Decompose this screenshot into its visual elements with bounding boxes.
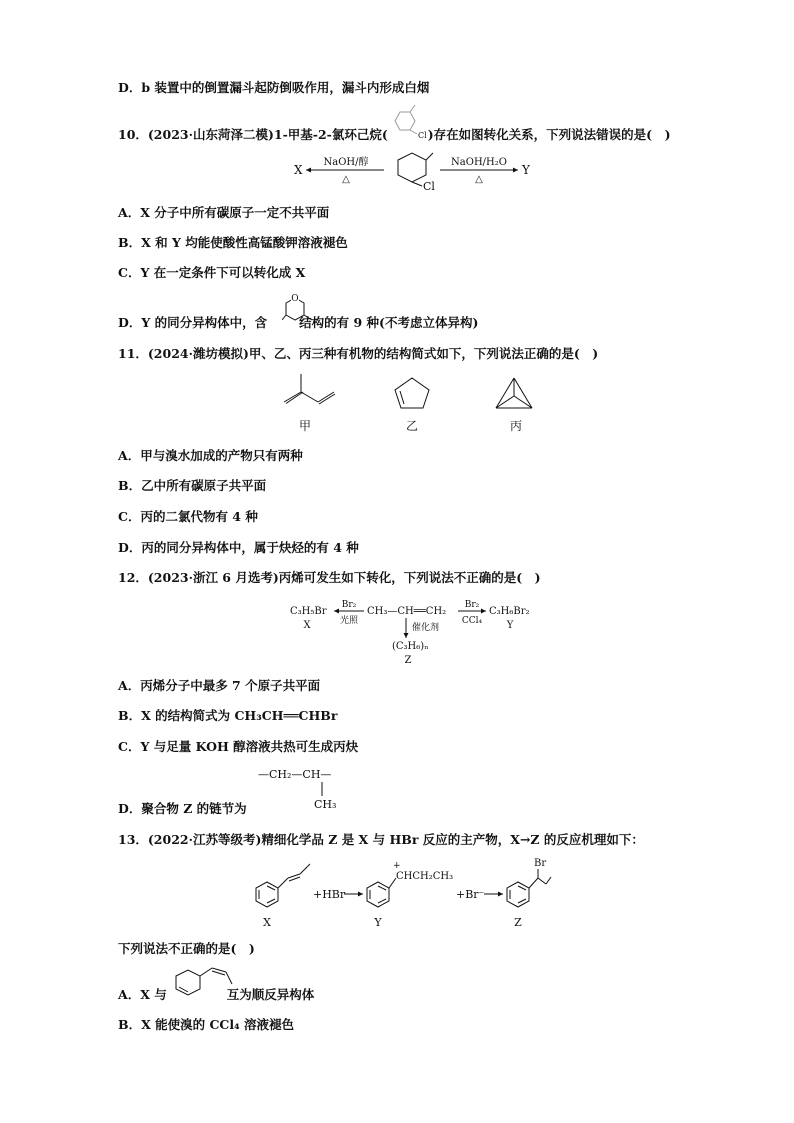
q11-stem: 11．(2024·潍坊模拟)甲、乙、丙三种有机物的结构简式如下，下列说法正确的是( ) (118, 346, 599, 361)
q11-label-bing: 丙 (509, 419, 523, 433)
q13-sub-stem: 下列说法不正确的是( ) (118, 941, 255, 956)
q11-structure-jia (284, 374, 335, 404)
q13-structure-y (367, 878, 396, 907)
q12-right-reagent: Br₂ (464, 600, 480, 610)
q13-cation: CHCH₂CH₃ (396, 871, 454, 882)
q10-stem-a: 10．(2023·山东菏泽二模)1-甲基-2-氯环己烷( (118, 127, 388, 142)
q11-label-jia: 甲 (298, 419, 312, 433)
q10-option-d-a: D．Y 的同分异构体中，含 (118, 315, 268, 330)
q12-x-formula: C₃H₅Br (290, 606, 327, 617)
q13-option-b: B．X 能使溴的 CCl₄ 溶液褪色 (118, 1017, 294, 1032)
q13-br: Br (534, 858, 547, 869)
q12-chain-unit (256, 764, 366, 810)
q12-y-formula: C₃H₆Br₂ (489, 606, 530, 617)
q12-option-a: A．丙烯分子中最多 7 个原子共平面 (118, 678, 321, 693)
q10-stem-b: )存在如图转化关系，下列说法错误的是( ) (427, 127, 671, 142)
q13-hbr: +HBr (313, 888, 346, 901)
q10-option-d-b: 结构的有 9 种(不考虑立体异构) (299, 315, 479, 330)
q12-left-cond: 光照 (339, 616, 359, 626)
q12-option-d: D．聚合物 Z 的链节为 (118, 801, 247, 816)
q13-option-a-b: 互为顺反异构体 (226, 987, 315, 1002)
q13-x-label: X (263, 916, 271, 929)
q10-right-reagent: NaOH/H₂O (451, 157, 507, 168)
q10-option-b: B．X 和 Y 均能使酸性高锰酸钾溶液褪色 (118, 235, 348, 250)
q10-inline-structure (386, 104, 436, 144)
q11-option-a: A．甲与溴水加成的产物只有两种 (118, 448, 303, 463)
q13-option-a-a: A．X 与 (118, 987, 167, 1002)
q10-right-cond: △ (475, 174, 483, 185)
q12-option-c: C．Y 与足量 KOH 醇溶液共热可生成丙炔 (118, 739, 359, 754)
q13-mechanism (252, 856, 552, 932)
q13-plus: + (393, 861, 401, 871)
q11-structures (270, 370, 540, 440)
q12-down-cond: 催化剂 (412, 623, 440, 633)
q10-left-cond: △ (342, 174, 350, 185)
q12-propene: CH₃—CH══CH₂ (367, 606, 447, 617)
q12-z-label: Z (404, 655, 412, 666)
q13-y-label: Y (374, 916, 382, 929)
q12-chain-sub: CH₃ (314, 798, 337, 810)
q13-option-a-structure (168, 962, 234, 1002)
q10-cl: Cl (423, 180, 435, 193)
q12-right-cond: CCl₄ (461, 616, 483, 626)
q13-structure-x (256, 864, 310, 907)
q11-option-c: C．丙的二氯代物有 4 种 (118, 509, 258, 524)
q12-stem: 12．(2023·浙江 6 月选考)丙烯可发生如下转化，下列说法不正确的是( ) (118, 570, 541, 585)
q12-z-formula: (C₃H₆)ₙ (392, 641, 429, 652)
q13-stem: 13．(2022·江苏等级考)精细化学品 Z 是 X 与 HBr 反应的主产物，X→Z 的反应机理如下： (118, 832, 644, 847)
q10-option-a: A．X 分子中所有碳原子一定不共平面 (118, 205, 330, 220)
q10-inline-cl: Cl (418, 131, 427, 140)
q11-label-yi: 乙 (405, 419, 419, 433)
q12-left-reagent: Br₂ (341, 600, 357, 610)
q11-structure-yi (395, 378, 429, 408)
q11-option-b: B．乙中所有碳原子共平面 (118, 478, 267, 493)
q12-x-label: X (303, 620, 311, 631)
q12-chain-top: —CH₂—CH— (258, 768, 332, 781)
q11-structure-bing (496, 378, 532, 408)
q10-option-c: C．Y 在一定条件下可以转化成 X (118, 265, 306, 280)
q10-oxane-ring (282, 290, 316, 330)
q9-option-d: D．b 装置中的倒置漏斗起防倒吸作用，漏斗内形成白烟 (118, 80, 430, 95)
q10-ring-o: O (291, 294, 299, 304)
q10-left-reagent: NaOH/醇 (323, 157, 369, 168)
q12-option-b: B．X 的结构简式为 CH₃CH══CHBr (118, 708, 338, 723)
q12-scheme (288, 596, 538, 668)
q10-x: X (294, 163, 303, 177)
q10-scheme (290, 148, 540, 194)
q10-y: Y (522, 163, 530, 177)
q13-structure-z (507, 869, 551, 907)
q12-y-label: Y (506, 620, 514, 631)
q13-z-label: Z (514, 916, 522, 929)
q11-option-d: D．丙的同分异构体中，属于炔烃的有 4 种 (118, 540, 359, 555)
q13-br-minus: +Br⁻ (456, 888, 485, 901)
